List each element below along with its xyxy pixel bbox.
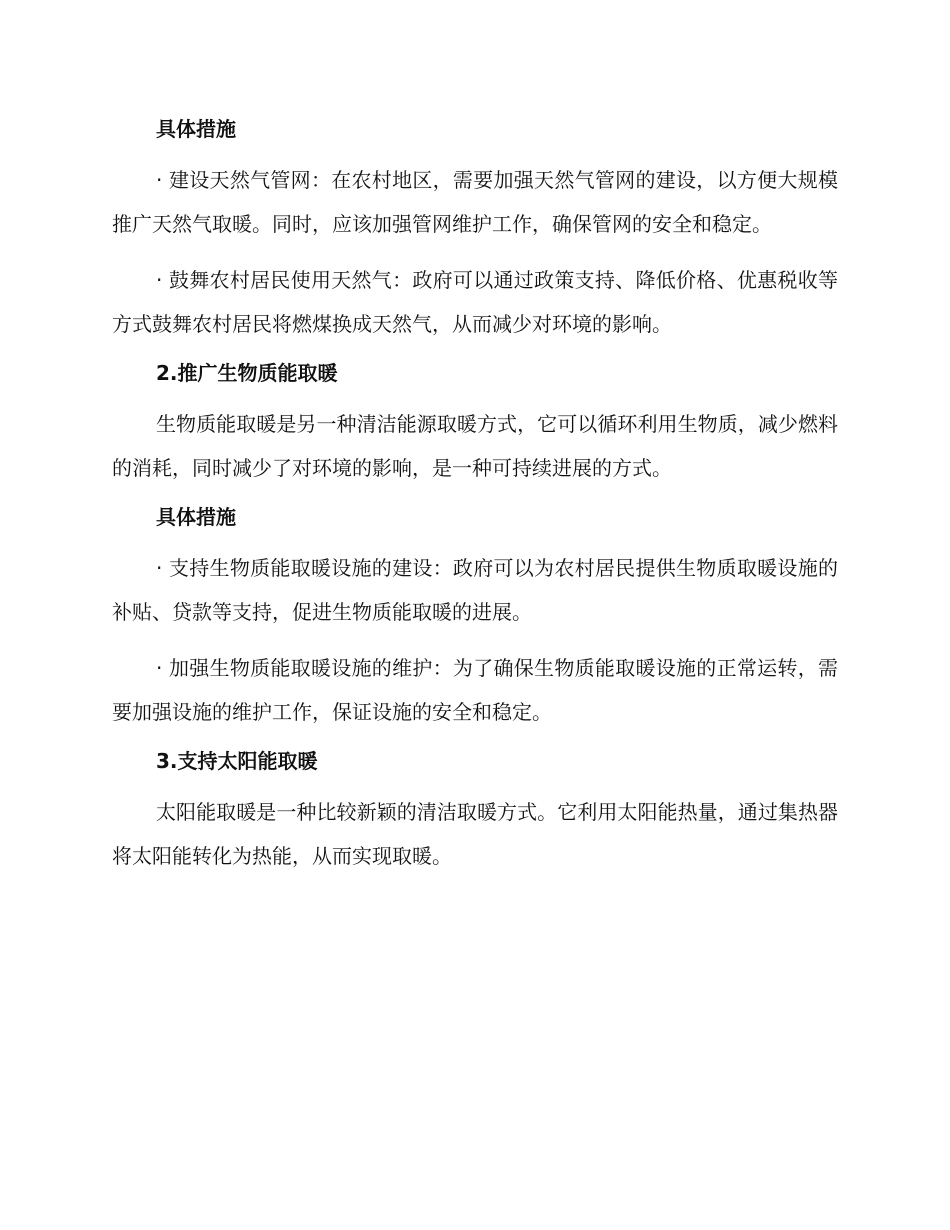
section-heading-measures-2: 具体措施	[156, 505, 236, 529]
bullet-encourage-gas: · 鼓舞农村居民使用天然气：政府可以通过政策支持、降低价格、优惠税收等方式鼓舞农村居民将燃煤换成天然气，从而减少对环境的影响。	[112, 268, 838, 336]
bullet-biomass-construction: · 支持生物质能取暖设施的建设：政府可以为农村居民提供生物质取暖设施的补贴、贷款等支持，促进生物质能取暖的进展。	[112, 556, 838, 624]
section-heading-biomass: 2.推广生物质能取暖	[156, 361, 338, 385]
section-heading-solar: 3.支持太阳能取暖	[156, 749, 318, 773]
paragraph-biomass-intro: 生物质能取暖是另一种清洁能源取暖方式，它可以循环利用生物质，减少燃料的消耗，同时减少了对环境的影响，是一种可持续进展的方式。	[112, 412, 838, 480]
bullet-biomass-maintenance: · 加强生物质能取暖设施的维护：为了确保生物质能取暖设施的正常运转，需要加强设施的维护工作，保证设施的安全和稳定。	[112, 656, 838, 724]
document-page	[112, 114, 838, 878]
paragraph-solar-intro: 太阳能取暖是一种比较新颖的清洁取暖方式。它利用太阳能热量，通过集热器将太阳能转化为热能，从而实现取暖。	[112, 800, 838, 868]
bullet-gas-pipeline: · 建设天然气管网：在农村地区，需要加强天然气管网的建设，以方便大规模推广天然气取暖。同时，应该加强管网维护工作，确保管网的安全和稳定。	[112, 168, 838, 236]
section-heading-measures-1: 具体措施	[156, 117, 236, 141]
